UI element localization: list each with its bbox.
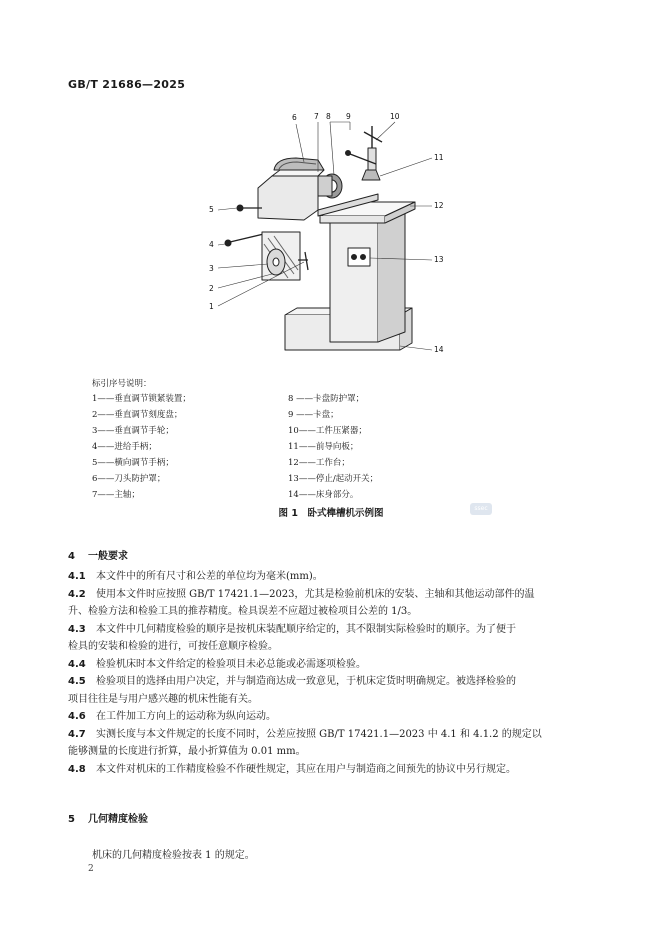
clause-text: 检具的安装和检验的进行，可按任意顺序检验。 <box>68 641 278 652</box>
legend-title: 标引序号说明： <box>92 379 152 389</box>
callout-10: 10 <box>390 112 400 121</box>
clause-text: 能够测量的长度进行折算，最小折算值为 0.01 mm。 <box>68 746 306 757</box>
standard-code-header: GB/T 21686—2025 <box>68 78 186 91</box>
page-number: 2 <box>88 864 94 874</box>
section-4-heading <box>68 547 128 562</box>
legend-right-column <box>288 391 378 503</box>
watermark-stamp: ssec <box>470 503 492 515</box>
callout-11: 11 <box>434 153 444 162</box>
clause-text: 在工件加工方向上的运动称为纵向运动。 <box>96 711 276 722</box>
section-title: 几何精度检验 <box>88 814 148 825</box>
legend-item: 6——刀头防护罩； <box>92 474 166 484</box>
callout-14: 14 <box>434 345 444 354</box>
legend-left-column <box>92 391 191 503</box>
callout-4: 4 <box>209 240 214 249</box>
clause-line <box>68 621 594 639</box>
legend-item: 4——进给手柄； <box>92 442 157 452</box>
section-5-heading <box>68 810 148 825</box>
clause-line <box>68 673 594 691</box>
clause-number: 4.4 <box>68 658 86 670</box>
clause-line <box>68 743 594 761</box>
legend-item: 3——垂直调节手轮； <box>92 426 174 436</box>
callout-7: 7 <box>314 112 319 121</box>
section-title: 一般要求 <box>88 551 128 562</box>
clause-line <box>68 603 594 621</box>
clause-line <box>68 708 594 726</box>
figure-caption: 图 1 卧式榫槽机示例图 <box>278 508 384 519</box>
clause-line <box>68 761 594 779</box>
section-5-paragraph: 机床的几何精度检验按表 1 的规定。 <box>92 850 255 861</box>
clause-line <box>68 568 594 586</box>
clause-line <box>68 586 594 604</box>
clause-text: 检验机床时本文件给定的检验项目未必总能或必需逐项检验。 <box>96 658 366 670</box>
callout-6: 6 <box>292 113 297 122</box>
callout-13: 13 <box>434 255 444 264</box>
clause-text: 实测长度与本文件规定的长度不同时，公差应按照 GB/T 17421.1—2023 中 4.1 和 4.1.2 的规定以 <box>96 728 542 740</box>
clause-number: 4.8 <box>68 763 86 775</box>
callout-1: 1 <box>209 302 214 311</box>
clause-number: 4.1 <box>68 571 86 582</box>
legend-item: 12——工作台； <box>288 458 350 468</box>
clause-text: 检验项目的选择由用户决定，并与制造商达成一致意见，于机床定货时明确规定。被选择检验的 <box>96 676 516 687</box>
clause-number: 4.5 <box>68 676 86 687</box>
callout-8: 8 <box>326 112 331 121</box>
clause-line <box>68 656 594 674</box>
clause-line <box>68 691 594 709</box>
machine-illustration <box>200 110 462 362</box>
clause-text: 升、检验方法和检验工具的推荐精度。检具误差不应超过被检项目公差的 1/3。 <box>68 606 418 617</box>
clause-text: 本文件对机床的工作精度检验不作硬性规定，其应在用户与制造商之间预先的协议中另行规定。 <box>96 763 516 775</box>
callout-2: 2 <box>209 284 214 293</box>
clause-text: 本文件中的所有尺寸和公差的单位均为毫米(mm)。 <box>96 571 323 582</box>
section-number: 5 <box>68 814 75 825</box>
legend-item: 2——垂直调节刻度盘； <box>92 410 183 420</box>
clause-text: 项目往往是与用户感兴趣的机床性能有关。 <box>68 693 258 705</box>
legend-item: 13——停止/起动开关； <box>288 474 379 484</box>
section-number: 4 <box>68 551 75 562</box>
legend-item: 8 ——卡盘防护罩； <box>288 394 365 404</box>
legend-item: 1——垂直调节锁紧装置； <box>92 394 191 404</box>
legend-item: 9 ——卡盘； <box>288 410 339 420</box>
clause-number: 4.3 <box>68 623 86 635</box>
callout-12: 12 <box>434 201 444 210</box>
callout-5: 5 <box>209 205 214 214</box>
legend-item: 14——床身部分。 <box>288 490 359 500</box>
legend-item: 7——主轴； <box>92 490 140 500</box>
legend-item: 11——前导向板； <box>288 442 359 452</box>
callout-3: 3 <box>209 264 214 273</box>
clause-number: 4.6 <box>68 711 86 722</box>
clause-number: 4.2 <box>68 588 86 600</box>
section-4-body <box>68 568 594 778</box>
legend-item: 10——工件压紧器； <box>288 426 367 436</box>
clause-number: 4.7 <box>68 728 86 740</box>
clause-line <box>68 726 594 744</box>
clause-text: 使用本文件时应按照 GB/T 17421.1—2023，尤其是检验前机床的安装、主轴和其他运动部件的温 <box>96 588 535 600</box>
clause-line <box>68 638 594 656</box>
legend-item: 5——横向调节手柄； <box>92 458 174 468</box>
callout-9: 9 <box>346 112 351 121</box>
clause-text: 本文件中几何精度检验的顺序是按机床装配顺序给定的，其不限制实际检验时的顺序。为了便于 <box>96 623 516 635</box>
